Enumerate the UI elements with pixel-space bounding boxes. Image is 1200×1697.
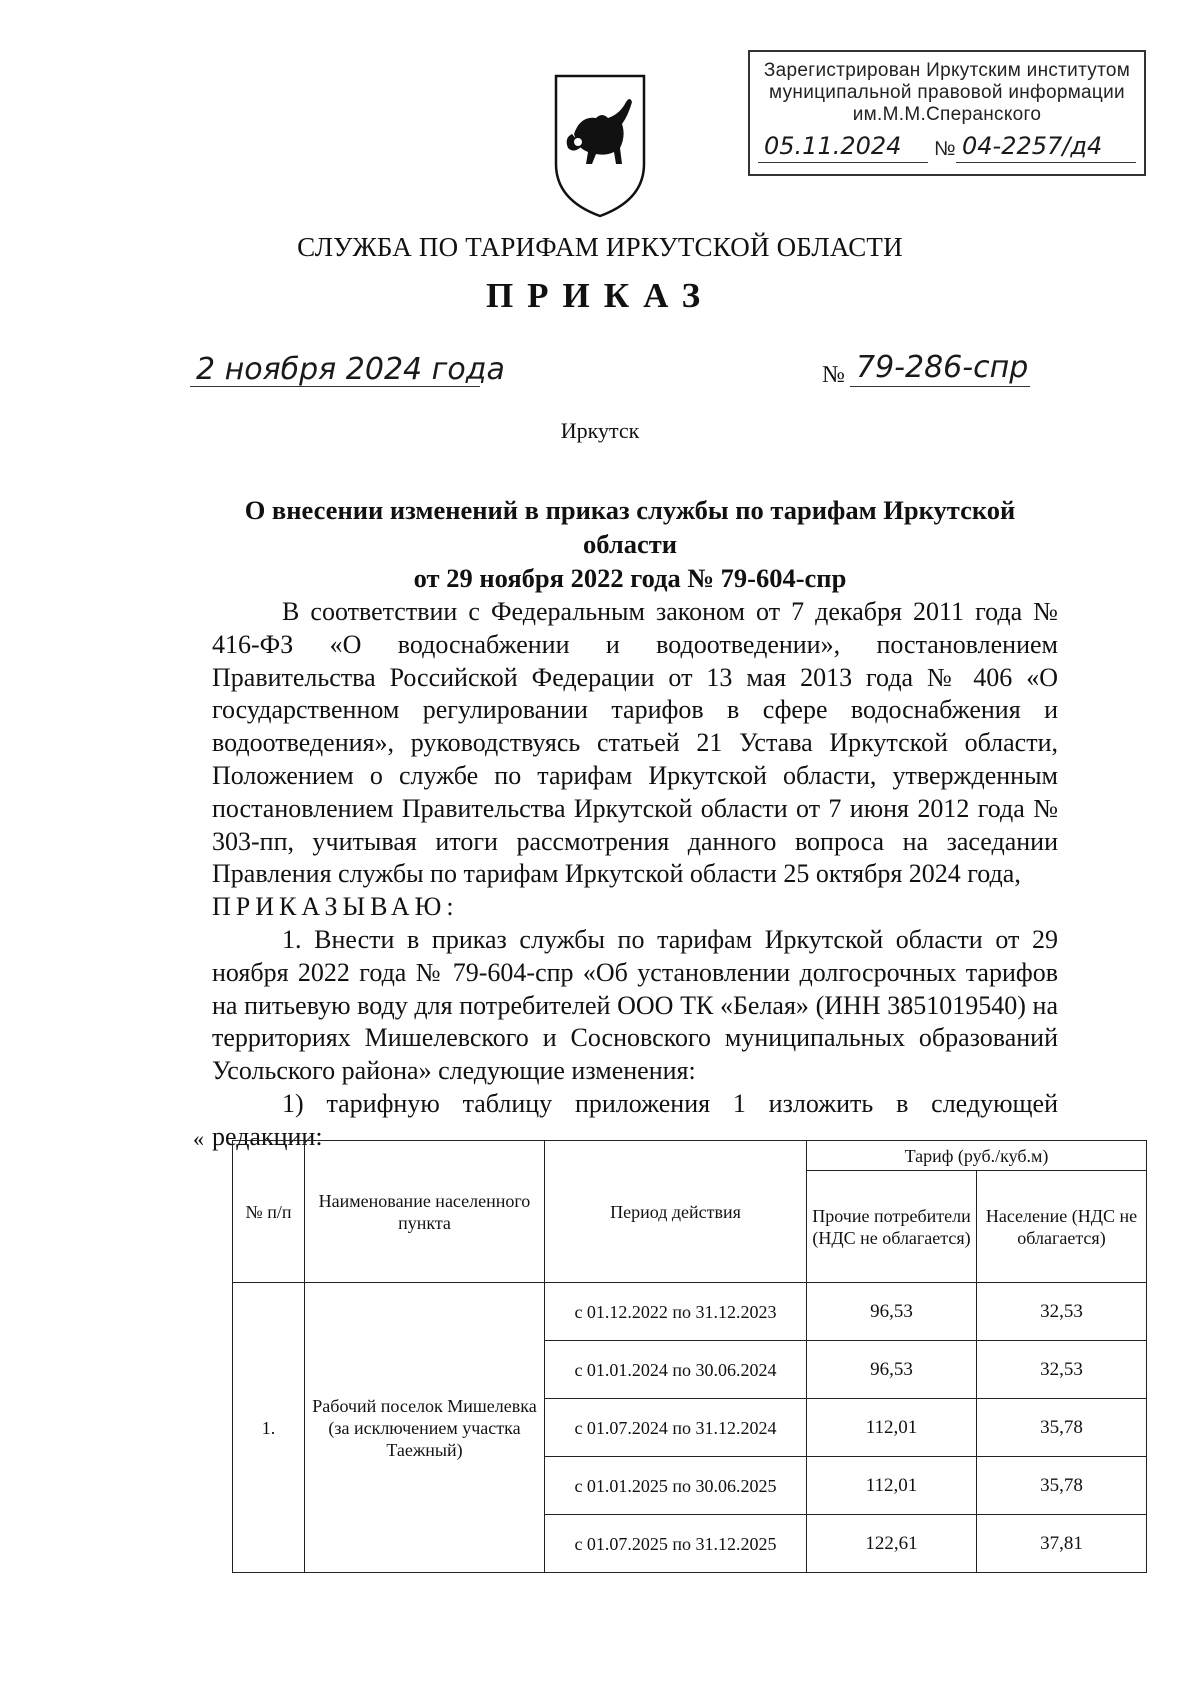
period-cell: с 01.12.2022 по 31.12.2023 bbox=[545, 1283, 807, 1341]
header-number: № п/п bbox=[233, 1141, 305, 1283]
row-number: 1. bbox=[233, 1283, 305, 1573]
document-heading-line-1: О внесении изменений в приказ службы по тарифам Иркутской области bbox=[244, 495, 1016, 559]
stamp-date-handwritten: 05.11.2024 bbox=[764, 132, 902, 160]
header-period: Период действия bbox=[545, 1141, 807, 1283]
stamp-line-1: Зарегистрирован Иркутским институтом bbox=[763, 60, 1131, 81]
header-tariff: Тариф (руб./куб.м) bbox=[807, 1141, 1147, 1171]
table-row bbox=[233, 1283, 1147, 1341]
order-body bbox=[212, 596, 1058, 1154]
preamble-paragraph: В соответствии с Федеральным законом от 7 декабря 2011 года № 416-ФЗ «О водоснабжении и водоотведении», постановлением Правительства Российской Федерации от 13 мая 2013 года № 406 «О государственном регулировании тарифов в сфере водоснабжения и водоотведения», руководствуясь статьей 21 Устава Иркутской области, Положением о службе по тарифам Иркутской области, утвержденным постановлением Правительства Иркутской области от 7 июня 2012 года № 303-пп, учитывая итоги рассмотрения данного вопроса на заседании Правления службы по тарифам Иркутской области 25 октября 2024 года, bbox=[212, 597, 1058, 889]
agency-name: СЛУЖБА ПО ТАРИФАМ ИРКУТСКОЙ ОБЛАСТИ bbox=[297, 232, 903, 262]
other-tariff-cell: 112,01 bbox=[807, 1399, 977, 1457]
coat-of-arms-emblem bbox=[552, 72, 648, 220]
population-tariff-cell: 35,78 bbox=[977, 1457, 1147, 1515]
header-other-consumers: Прочие потребители (НДС не облагается) bbox=[807, 1171, 977, 1283]
stamp-number-label: № bbox=[934, 138, 956, 160]
document-heading bbox=[200, 493, 1060, 595]
other-tariff-cell: 96,53 bbox=[807, 1283, 977, 1341]
population-tariff-cell: 37,81 bbox=[977, 1515, 1147, 1573]
subitem-1-paragraph: 1) тарифную таблицу приложения 1 изложить в следующей редакции: bbox=[212, 1088, 1058, 1151]
document-heading-line-2: от 29 ноября 2022 года № 79-604-спр bbox=[413, 563, 847, 593]
population-tariff-cell: 35,78 bbox=[977, 1399, 1147, 1457]
opening-quote-mark: « bbox=[193, 1126, 204, 1151]
other-tariff-cell: 112,01 bbox=[807, 1457, 977, 1515]
item-1-paragraph: 1. Внести в приказ службы по тарифам Иркутской области от 29 ноября 2022 года № 79-604-спр «Об установлении долгосрочных тарифов на питьевую воду для потребителей ООО ТК «Белая» (ИНН 3851019540) на территориях Мишелевского и Сосновского муниципальных образований Усольского района» следующие изменения: bbox=[212, 924, 1058, 1086]
period-cell: с 01.07.2025 по 31.12.2025 bbox=[545, 1515, 807, 1573]
stamp-number-handwritten: 04-2257/д4 bbox=[962, 132, 1103, 160]
row-settlement-name: Рабочий поселок Мишелевка (за исключением участка Таежный) bbox=[305, 1283, 545, 1573]
population-tariff-cell: 32,53 bbox=[977, 1283, 1147, 1341]
order-directive: ПРИКАЗЫВАЮ: bbox=[212, 892, 459, 922]
tariff-table bbox=[232, 1140, 1147, 1573]
order-number-sign: № bbox=[822, 362, 845, 388]
other-tariff-cell: 122,61 bbox=[807, 1515, 977, 1573]
order-date-handwritten: 2 ноября 2024 года bbox=[196, 352, 505, 387]
stamp-line-3: им.М.М.Сперанского bbox=[852, 104, 1042, 125]
header-settlement-name: Наименование населенного пункта bbox=[305, 1141, 545, 1283]
order-number-handwritten: 79-286-спр bbox=[856, 350, 1029, 385]
order-title: ПРИКАЗ bbox=[485, 276, 715, 315]
stamp-line-2: муниципальной правовой информации bbox=[769, 82, 1125, 103]
period-cell: с 01.01.2024 по 30.06.2024 bbox=[545, 1341, 807, 1399]
other-tariff-cell: 96,53 bbox=[807, 1341, 977, 1399]
period-cell: с 01.07.2024 по 31.12.2024 bbox=[545, 1399, 807, 1457]
period-cell: с 01.01.2025 по 30.06.2025 bbox=[545, 1457, 807, 1515]
city-name: Иркутск bbox=[560, 418, 640, 443]
population-tariff-cell: 32,53 bbox=[977, 1341, 1147, 1399]
header-population: Население (НДС не облагается) bbox=[977, 1171, 1147, 1283]
registration-stamp bbox=[748, 50, 1146, 176]
